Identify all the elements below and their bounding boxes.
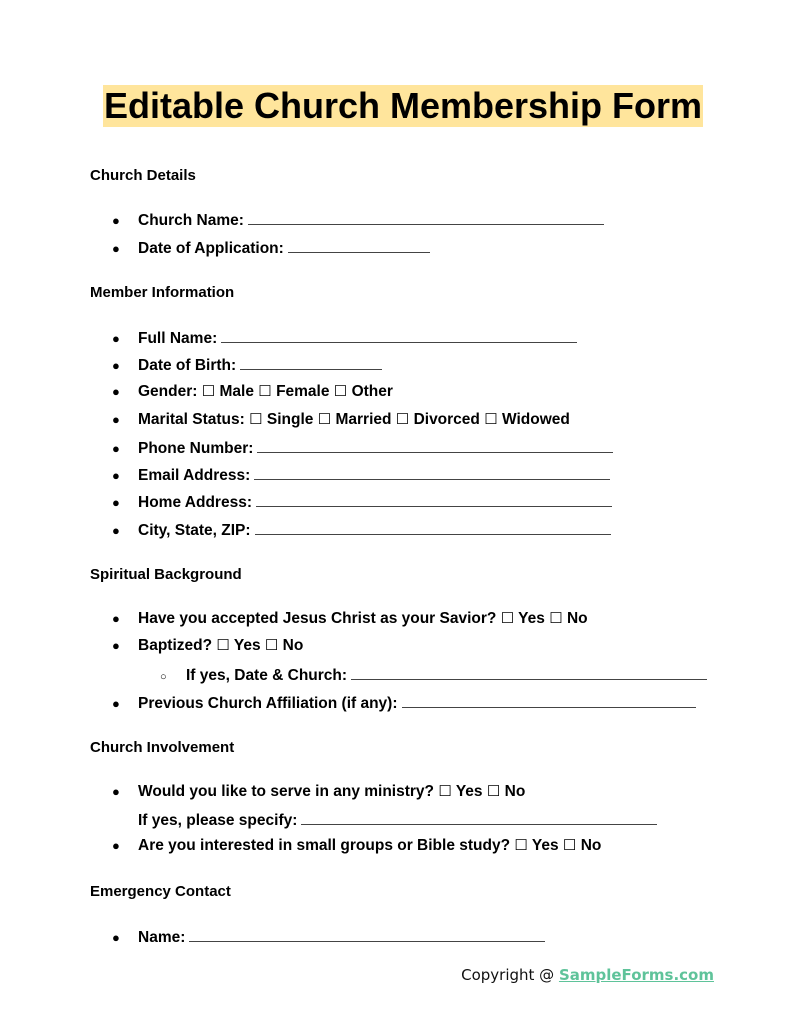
field-label: Name: (138, 929, 186, 946)
option-married: Married (335, 411, 392, 428)
option-widowed: Widowed (501, 411, 570, 428)
city-state-zip-input[interactable] (255, 520, 611, 535)
checkbox-icon[interactable]: ☐ (264, 637, 279, 654)
option-yes: Yes (455, 783, 483, 800)
bullet-icon: ● (112, 838, 120, 853)
sampleforms-link[interactable]: SampleForms.com (558, 966, 714, 984)
option-yes: Yes (518, 610, 545, 627)
field-date-of-birth (112, 355, 382, 375)
bullet-icon: ● (112, 412, 120, 427)
option-divorced: Divorced (413, 411, 480, 428)
church-name-input[interactable] (248, 210, 604, 225)
section-heading-church-details: Church Details (90, 167, 196, 184)
field-phone-number (112, 438, 613, 458)
bullet-icon: ● (112, 384, 120, 399)
checkbox-icon[interactable]: ☐ (201, 383, 216, 400)
option-no: No (580, 837, 602, 854)
ministry-specify-input[interactable] (301, 810, 657, 825)
checkbox-icon[interactable]: ☐ (486, 783, 501, 800)
bullet-icon: ● (112, 213, 120, 228)
bullet-icon: ● (112, 930, 120, 945)
bullet-icon: ● (112, 523, 120, 538)
bullet-icon: ● (112, 638, 120, 653)
field-marital-status (112, 411, 570, 429)
bullet-icon: ● (112, 495, 120, 510)
checkbox-icon[interactable]: ☐ (395, 411, 410, 428)
section-heading-spiritual-background: Spiritual Background (90, 566, 242, 583)
field-full-name (112, 328, 577, 348)
field-church-name (112, 210, 604, 230)
bullet-icon: ● (112, 358, 120, 373)
bullet-icon: ● (112, 468, 120, 483)
email-address-input[interactable] (254, 465, 610, 480)
bullet-icon: ● (112, 696, 120, 711)
section-heading-emergency-contact: Emergency Contact (90, 883, 231, 900)
field-serve-ministry (112, 783, 525, 801)
field-small-groups (112, 837, 601, 855)
field-label: Home Address: (138, 494, 252, 511)
field-previous-church (112, 693, 696, 713)
copyright-footer (461, 966, 714, 984)
field-label: Church Name: (138, 212, 244, 229)
field-label: Date of Application: (138, 240, 284, 257)
field-label: Previous Church Affiliation (if any): (138, 695, 398, 712)
field-label: Phone Number: (138, 440, 254, 457)
field-emergency-name (112, 927, 545, 947)
home-address-input[interactable] (256, 492, 612, 507)
title-wrapper (0, 85, 806, 127)
date-of-birth-input[interactable] (240, 355, 382, 370)
field-city-state-zip (112, 520, 611, 540)
page-title: Editable Church Membership Form (103, 85, 703, 126)
option-no: No (504, 783, 526, 800)
field-accepted-jesus (112, 610, 588, 628)
field-label: Are you interested in small groups or Bible study? (138, 837, 511, 854)
checkbox-icon[interactable]: ☐ (317, 411, 332, 428)
copyright-text: Copyright @ (461, 966, 555, 984)
sub-bullet-icon: ○ (160, 671, 167, 683)
field-ministry-specify (138, 810, 657, 830)
checkbox-icon[interactable]: ☐ (216, 637, 230, 654)
bullet-icon: ● (112, 331, 120, 346)
option-no: No (566, 610, 588, 627)
option-yes: Yes (531, 837, 559, 854)
field-label: Gender: (138, 383, 198, 400)
field-label: Have you accepted Jesus Christ as your Savior? (138, 610, 497, 627)
baptism-date-church-input[interactable] (351, 665, 707, 680)
checkbox-icon[interactable]: ☐ (549, 610, 563, 627)
previous-church-input[interactable] (402, 693, 696, 708)
emergency-name-input[interactable] (189, 927, 545, 942)
section-heading-church-involvement: Church Involvement (90, 739, 235, 756)
field-label: City, State, ZIP: (138, 522, 251, 539)
field-label: Email Address: (138, 467, 251, 484)
checkbox-icon[interactable]: ☐ (333, 383, 348, 400)
option-male: Male (219, 383, 254, 400)
field-email-address (112, 465, 610, 485)
bullet-icon: ● (112, 611, 120, 626)
checkbox-icon[interactable]: ☐ (249, 411, 263, 428)
phone-number-input[interactable] (257, 438, 613, 453)
field-gender (112, 383, 393, 401)
field-baptized (112, 637, 303, 655)
checkbox-icon[interactable]: ☐ (562, 837, 577, 854)
checkbox-icon[interactable]: ☐ (500, 610, 515, 627)
bullet-icon: ● (112, 784, 120, 799)
field-label: Marital Status: (138, 411, 245, 428)
full-name-input[interactable] (221, 328, 577, 343)
field-date-of-application (112, 238, 430, 258)
field-label: If yes, Date & Church: (186, 667, 348, 684)
section-heading-member-information: Member Information (90, 284, 235, 301)
option-female: Female (276, 383, 330, 400)
option-other: Other (351, 383, 393, 400)
checkbox-icon[interactable]: ☐ (438, 783, 452, 800)
checkbox-icon[interactable]: ☐ (514, 837, 528, 854)
field-baptism-date-church (160, 665, 707, 686)
option-single: Single (266, 411, 314, 428)
field-label: Full Name: (138, 330, 218, 347)
field-label: Baptized? (138, 637, 213, 654)
field-label: If yes, please specify: (138, 812, 298, 829)
date-of-application-input[interactable] (288, 238, 430, 253)
bullet-icon: ● (112, 241, 120, 256)
field-home-address (112, 492, 612, 512)
field-label: Would you like to serve in any ministry? (138, 783, 435, 800)
bullet-icon: ● (112, 441, 120, 456)
option-yes: Yes (233, 637, 261, 654)
option-no: No (282, 637, 304, 654)
checkbox-icon[interactable]: ☐ (484, 411, 498, 428)
checkbox-icon[interactable]: ☐ (258, 383, 272, 400)
field-label: Date of Birth: (138, 357, 237, 374)
